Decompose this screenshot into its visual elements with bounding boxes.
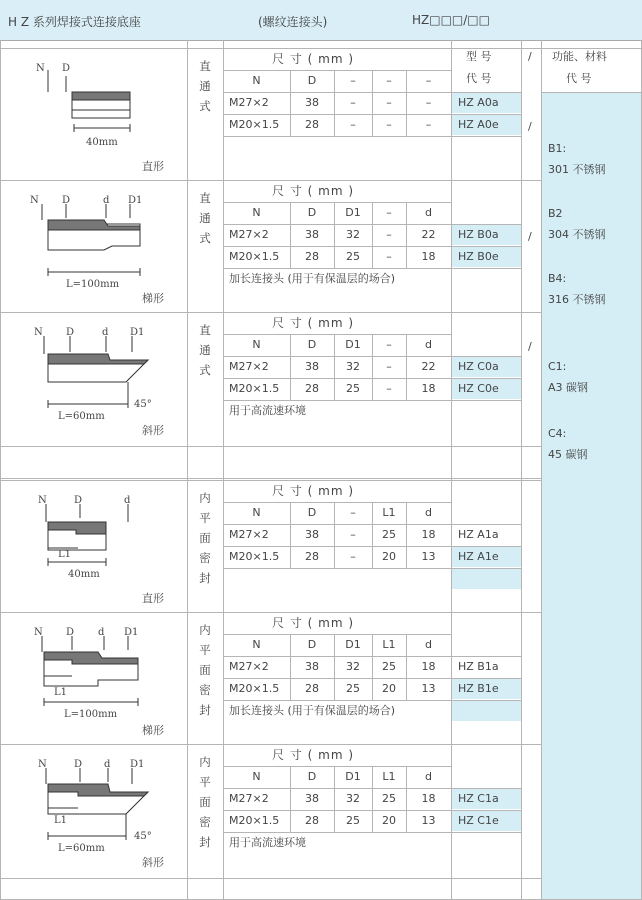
column-header: d	[425, 338, 432, 351]
group-label-char: 通	[199, 211, 211, 225]
dimension-label: L1	[58, 549, 72, 560]
dimension-cell: M27×2	[229, 660, 269, 673]
dimension-label: 45°	[134, 831, 152, 842]
material-code: B4:	[548, 272, 567, 285]
slash-header: /	[528, 50, 532, 63]
dimension-cell: 13	[421, 814, 436, 827]
model-code: HZ A0a	[458, 96, 499, 109]
material-code: C1:	[548, 360, 567, 373]
dimension-cell: –	[350, 96, 356, 109]
dimension-label: D	[74, 759, 83, 770]
dimension-cell: 28	[305, 382, 319, 395]
material-name: A3 碳钢	[548, 381, 589, 394]
dimension-cell: –	[350, 550, 356, 563]
dimension-cell: 38	[305, 360, 319, 373]
group-label-char: 直	[199, 191, 211, 205]
group-label-char: 通	[199, 343, 211, 357]
dimension-cell: M20×1.5	[229, 682, 280, 695]
column-header: d	[425, 770, 432, 783]
material-name: 304 不锈钢	[548, 228, 606, 241]
dimension-cell: –	[386, 96, 392, 109]
dimension-cell: 20	[382, 682, 396, 695]
dimension-cell: 18	[421, 250, 436, 263]
model-code: HZ C0e	[458, 382, 499, 395]
dimension-cell: 25	[382, 660, 396, 673]
dimension-label: D	[66, 327, 75, 338]
dimension-cell: –	[386, 382, 392, 395]
column-header: L1	[382, 770, 396, 783]
dimension-label: L=100mm	[66, 279, 120, 290]
dimension-cell: 13	[421, 682, 436, 695]
group-label-char: 式	[199, 363, 211, 377]
dimension-cell: –	[386, 228, 392, 241]
dimension-label: 40mm	[86, 137, 118, 148]
model-code: HZ C0a	[458, 360, 499, 373]
shape-caption: 梯形	[142, 724, 164, 737]
column-header: N	[252, 338, 261, 351]
dimension-label: N	[34, 627, 43, 638]
shape-caption: 直形	[142, 160, 164, 173]
column-header: D	[307, 506, 317, 519]
group-label-char: 面	[199, 663, 211, 677]
dimension-cell: M27×2	[229, 360, 269, 373]
dimension-label: d	[102, 327, 109, 338]
product-section	[0, 180, 541, 312]
column-header: N	[252, 770, 261, 783]
dimension-cell: –	[350, 118, 356, 131]
dimension-cell: 22	[421, 360, 436, 373]
dimension-cell: 32	[346, 228, 360, 241]
dimension-cell: 25	[346, 382, 360, 395]
group-label	[195, 320, 215, 380]
model-header-2: 代 号	[466, 72, 492, 85]
dimension-label: N	[38, 495, 47, 506]
shape-caption: 斜形	[142, 856, 164, 869]
dimension-cell: M20×1.5	[229, 250, 280, 263]
group-label-char: 直	[199, 323, 211, 337]
column-header: –	[425, 74, 432, 87]
dimension-cell: 25	[382, 792, 396, 805]
group-label-char: 封	[199, 835, 211, 849]
dimension-title: 尺 寸 ( mm )	[272, 748, 355, 762]
dimension-cell: –	[350, 528, 356, 541]
column-header: –	[350, 506, 356, 519]
slash-mark: /	[528, 340, 532, 353]
dimension-label: d	[124, 495, 131, 506]
dimension-label: D	[62, 195, 71, 206]
group-label-char: 内	[199, 491, 211, 505]
column-header: d	[425, 206, 432, 219]
group-label-char: 式	[199, 99, 211, 113]
dimension-label: D	[66, 627, 75, 638]
column-header: L1	[382, 638, 396, 651]
dimension-cell: –	[425, 96, 432, 109]
dimension-cell: 18	[421, 528, 436, 541]
dimension-cell: 28	[305, 250, 319, 263]
grid-line	[541, 40, 542, 900]
model-code: HZ B1a	[458, 660, 499, 673]
dimension-cell: 18	[421, 792, 436, 805]
dimension-label: 45°	[134, 399, 152, 410]
dimension-label: D1	[124, 627, 139, 638]
group-label	[195, 752, 215, 852]
group-label-char: 平	[199, 775, 211, 789]
group-label-char: 式	[199, 231, 211, 245]
dimension-cell: 25	[382, 528, 396, 541]
model-code: HZ B0a	[458, 228, 499, 241]
dimension-label: D1	[128, 195, 143, 206]
dimension-label: D1	[130, 327, 145, 338]
slash-mark: /	[528, 230, 532, 243]
header-bar	[0, 0, 642, 41]
model-header-1: 型 号	[466, 50, 492, 63]
dimension-label: N	[30, 195, 39, 206]
material-code: B1:	[548, 142, 567, 155]
dimension-cell: M20×1.5	[229, 814, 280, 827]
dimension-label: L1	[54, 815, 68, 826]
group-label-char: 密	[199, 815, 211, 829]
dimension-cell: 32	[346, 360, 360, 373]
dimension-title: 尺 寸 ( mm )	[272, 316, 355, 330]
group-label-char: 平	[199, 643, 211, 657]
dimension-label: D	[74, 495, 83, 506]
column-header: D	[307, 770, 317, 783]
dimension-label: L=60mm	[58, 411, 105, 422]
column-header: d	[425, 506, 432, 519]
shape-caption: 直形	[142, 592, 164, 605]
usage-note: 加长连接头 (用于有保温层的场合)	[229, 704, 396, 717]
dimension-cell: –	[386, 118, 392, 131]
model-code: HZ B0e	[458, 250, 499, 263]
shape-caption: 斜形	[142, 424, 164, 437]
dimension-cell: 25	[346, 682, 360, 695]
dimension-label: d	[103, 195, 110, 206]
column-header: D1	[345, 638, 361, 651]
dimension-cell: 13	[421, 550, 436, 563]
model-code: HZ C1e	[458, 814, 499, 827]
connection-type: (螺纹连接头)	[258, 15, 328, 29]
product-section	[0, 48, 541, 180]
dimension-label: N	[38, 759, 47, 770]
usage-note: 加长连接头 (用于有保温层的场合)	[229, 272, 396, 285]
dimension-cell: 18	[421, 660, 436, 673]
group-label	[195, 188, 215, 248]
dimension-cell: M20×1.5	[229, 550, 280, 563]
dimension-label: N	[36, 63, 45, 74]
column-header: D1	[345, 770, 361, 783]
dimension-label: 40mm	[68, 569, 100, 580]
column-header: –	[350, 74, 356, 87]
grid-line	[0, 446, 541, 447]
shape-caption: 梯形	[142, 292, 164, 305]
dimension-label: L1	[54, 687, 68, 698]
dimension-cell: M27×2	[229, 792, 269, 805]
dimension-cell: 38	[305, 660, 319, 673]
model-template: HZ□□□/□□	[412, 13, 490, 27]
dimension-cell: 22	[421, 228, 436, 241]
column-header: d	[425, 638, 432, 651]
column-header: D	[307, 338, 317, 351]
material-code: B2	[548, 207, 563, 220]
model-code: HZ A1a	[458, 528, 499, 541]
material-name: 45 碳钢	[548, 448, 588, 461]
dimension-cell: –	[386, 360, 392, 373]
column-header: L1	[382, 506, 396, 519]
dimension-cell: M27×2	[229, 228, 269, 241]
group-label-char: 内	[199, 755, 211, 769]
slash-mark: /	[528, 120, 532, 133]
product-section	[0, 744, 541, 876]
dimension-cell: M27×2	[229, 96, 269, 109]
dimension-cell: –	[386, 250, 392, 263]
column-header: D	[307, 638, 317, 651]
group-label	[195, 488, 215, 588]
column-header: N	[252, 506, 261, 519]
dimension-cell: M20×1.5	[229, 382, 280, 395]
group-label	[195, 620, 215, 720]
group-label-char: 封	[199, 571, 211, 585]
group-label-char: 密	[199, 551, 211, 565]
column-header: –	[386, 338, 392, 351]
group-label-char: 面	[199, 795, 211, 809]
dimension-cell: 38	[305, 792, 319, 805]
dimension-label: d	[104, 759, 111, 770]
group-label	[195, 56, 215, 116]
dimension-cell: 38	[305, 96, 319, 109]
dimension-cell: M27×2	[229, 528, 269, 541]
dimension-cell: 32	[346, 792, 360, 805]
dimension-label: L=60mm	[58, 843, 105, 854]
func-header-2: 代 号	[566, 72, 592, 85]
column-header: N	[252, 638, 261, 651]
product-section	[0, 312, 541, 444]
dimension-cell: 28	[305, 118, 319, 131]
dimension-label: N	[34, 327, 43, 338]
dimension-cell: 32	[346, 660, 360, 673]
column-header: N	[252, 74, 261, 87]
model-code: HZ C1a	[458, 792, 499, 805]
model-code: HZ B1e	[458, 682, 499, 695]
dimension-label: D1	[130, 759, 145, 770]
column-header: D	[307, 206, 317, 219]
group-label-char: 直	[199, 59, 211, 73]
dimension-cell: –	[425, 118, 432, 131]
dimension-title: 尺 寸 ( mm )	[272, 52, 355, 66]
model-code: HZ A0e	[458, 118, 499, 131]
dimension-cell: 20	[382, 550, 396, 563]
dimension-cell: 38	[305, 528, 319, 541]
group-label-char: 平	[199, 511, 211, 525]
dimension-cell: 20	[382, 814, 396, 827]
grid-line	[541, 92, 641, 93]
column-header: –	[386, 74, 392, 87]
func-header-1: 功能、材料	[552, 50, 607, 63]
dimension-cell: 25	[346, 814, 360, 827]
usage-note: 用于高流速环境	[229, 404, 306, 417]
material-name: 316 不锈钢	[548, 293, 606, 306]
group-label-char: 通	[199, 79, 211, 93]
dimension-cell: 28	[305, 682, 319, 695]
dimension-title: 尺 寸 ( mm )	[272, 184, 355, 198]
column-header: D1	[345, 338, 361, 351]
group-label-char: 内	[199, 623, 211, 637]
dimension-label: L=100mm	[64, 709, 118, 720]
usage-note: 用于高流速环境	[229, 836, 306, 849]
group-label-char: 封	[199, 703, 211, 717]
dimension-cell: 25	[346, 250, 360, 263]
dimension-cell: 18	[421, 382, 436, 395]
column-header: –	[386, 206, 392, 219]
dimension-cell: 38	[305, 228, 319, 241]
column-header: N	[252, 206, 261, 219]
dimension-cell: 28	[305, 550, 319, 563]
product-section	[0, 480, 541, 612]
dimension-title: 尺 寸 ( mm )	[272, 484, 355, 498]
dimension-title: 尺 寸 ( mm )	[272, 616, 355, 630]
grid-line	[0, 478, 541, 479]
dimension-cell: M20×1.5	[229, 118, 280, 131]
group-label-char: 面	[199, 531, 211, 545]
dimension-label: d	[98, 627, 105, 638]
column-header: D1	[345, 206, 361, 219]
dimension-label: D	[62, 63, 71, 74]
series-title: H Z 系列焊接式连接底座	[8, 15, 141, 29]
material-code: C4:	[548, 427, 567, 440]
group-label-char: 密	[199, 683, 211, 697]
model-code: HZ A1e	[458, 550, 499, 563]
material-name: 301 不锈钢	[548, 163, 606, 176]
column-header: D	[307, 74, 317, 87]
product-section	[0, 612, 541, 744]
grid-line	[0, 878, 541, 879]
dimension-cell: 28	[305, 814, 319, 827]
